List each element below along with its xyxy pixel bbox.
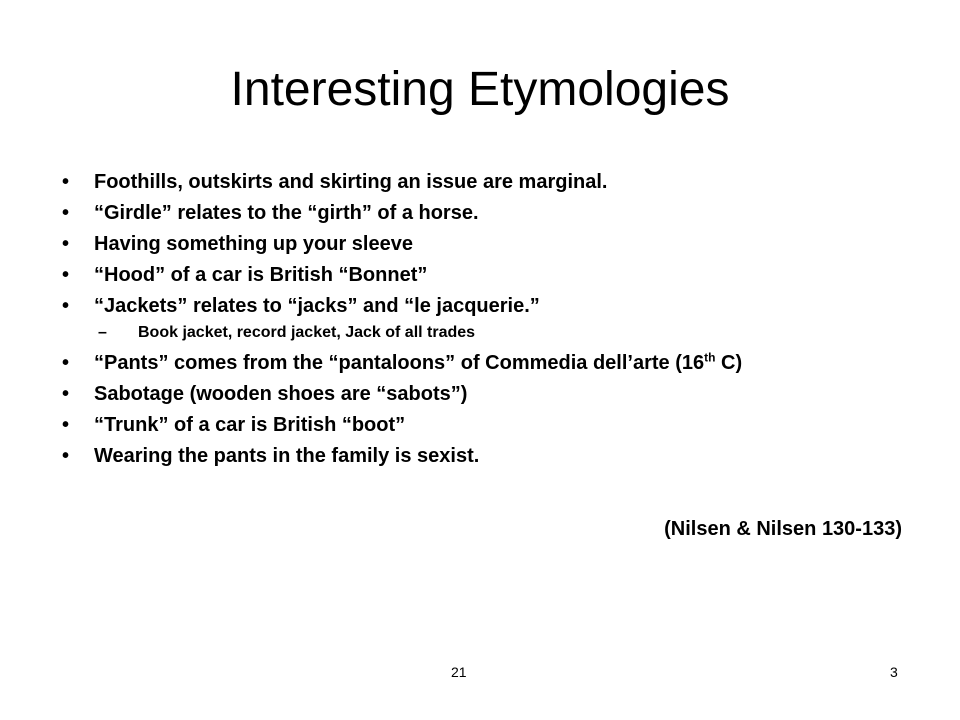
sub-bullet-item [62, 323, 912, 343]
sub-bullet-marker: – [98, 324, 107, 341]
bullet-text: “Hood” of a car is British “Bonnet” [94, 264, 428, 286]
bullet-marker: • [62, 414, 70, 436]
bullet-item [62, 444, 912, 469]
bullet-item [62, 170, 912, 195]
bullet-text: “Girdle” relates to the “girth” of a horse. [94, 202, 479, 224]
bullet-item [62, 263, 912, 288]
bullet-marker: • [62, 295, 70, 317]
bullet-text: Wearing the pants in the family is sexist. [94, 445, 480, 467]
bullet-marker: • [62, 264, 70, 286]
bullet-text: “Jackets” relates to “jacks” and “le jacquerie.” [94, 295, 540, 317]
bullet-item [62, 201, 912, 226]
bullet-text: Foothills, outskirts and skirting an issue are marginal. [94, 171, 608, 193]
bullet-item [62, 294, 912, 319]
sub-bullet-text: Book jacket, record jacket, Jack of all trades [138, 324, 476, 341]
slide-number: 3 [890, 664, 898, 680]
superscript-th: th [704, 350, 716, 365]
bullet-text: Having something up your sleeve [94, 233, 413, 255]
bullet-text-end: C) [715, 352, 743, 374]
bullet-marker: • [62, 445, 70, 467]
bullet-text: Sabotage (wooden shoes are “sabots”) [94, 383, 468, 405]
bullet-item [62, 232, 912, 257]
bullet-marker: • [62, 171, 70, 193]
bullet-marker: • [62, 383, 70, 405]
bullet-item-pants [62, 351, 912, 376]
footer-date: 21 [451, 664, 467, 680]
bullet-list [62, 170, 912, 475]
bullet-text: “Pants” comes from the “pantaloons” of Commedia dell’arte (16 [94, 352, 705, 374]
citation: (Nilsen & Nilsen 130-133) [664, 518, 902, 540]
bullet-marker: • [62, 202, 70, 224]
bullet-marker: • [62, 233, 70, 255]
bullet-item [62, 413, 912, 438]
slide-title: Interesting Etymologies [230, 63, 730, 116]
bullet-text: “Trunk” of a car is British “boot” [94, 414, 406, 436]
bullet-marker: • [62, 352, 70, 374]
bullet-item [62, 382, 912, 407]
